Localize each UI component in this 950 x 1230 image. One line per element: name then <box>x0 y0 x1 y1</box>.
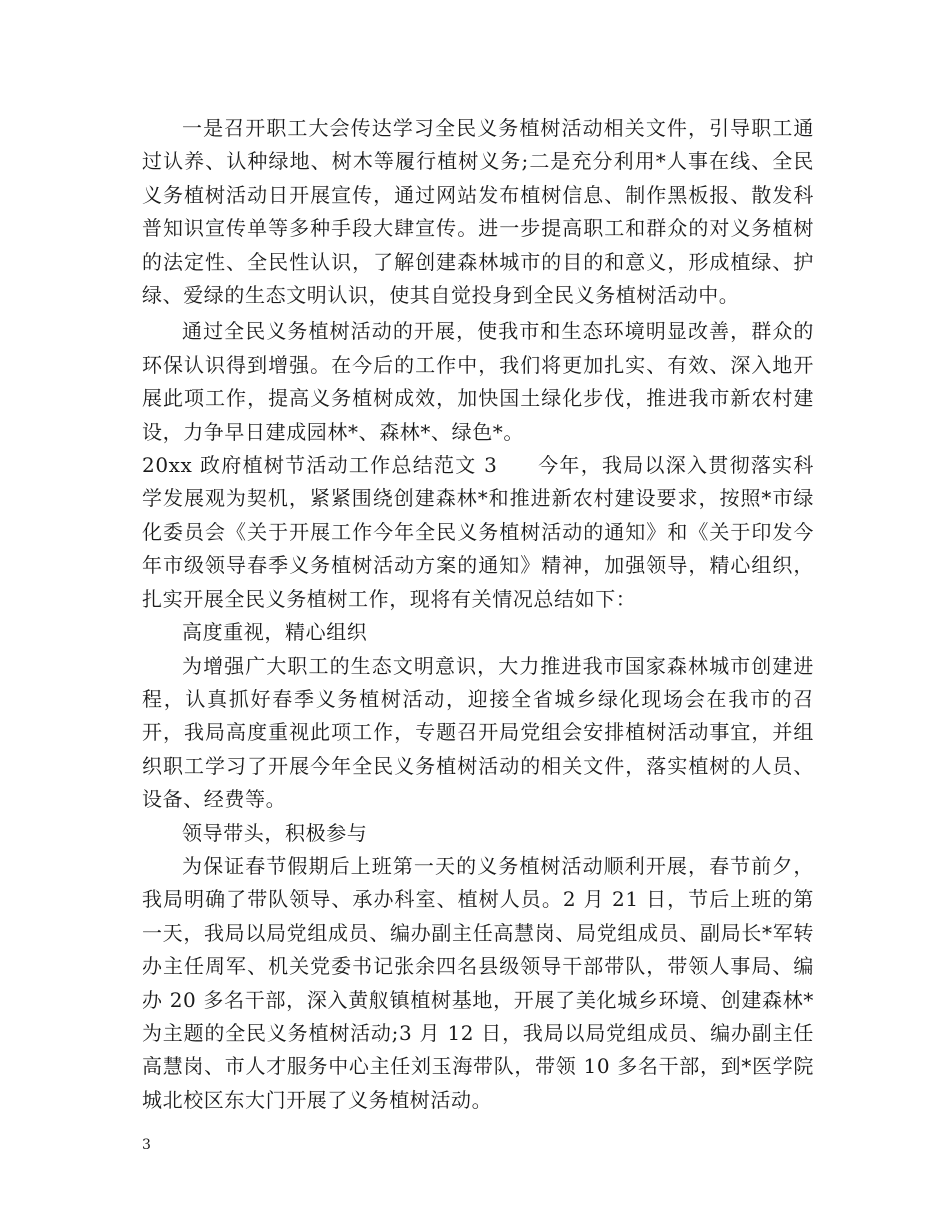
section-heading: 领导带头，积极参与 <box>182 820 368 845</box>
section-title: 20xx 政府植树节活动工作总结范文 3 <box>142 453 498 478</box>
body-paragraph: 为增强广大职工的生态文明意识，大力推进我市国家森林城市创建进程，认真抓好春季义务植树活动，迎接全省城乡绿化现场会在我市的召开，我局高度重视此项工作，专题召开局党组会安排植树活动事宜，并组织职工学习了开展今年全民义务植树活动的相关文件，落实植树的人员、设备、经费等。 <box>142 653 814 812</box>
body-paragraph: 一是召开职工大会传达学习全民义务植树活动相关文件，引导职工通过认养、认种绿地、树木等履行植树义务;二是充分利用*人事在线、全民义务植树活动日开展宣传，通过网站发布植树信息、制作黑板报、散发科普知识宣传单等多种手段大肆宣传。进一步提高职工和群众的对义务植树的法定性、全民性认识，了解创建森林城市的目的和意义，形成植绿、护绿、爱绿的生态文明认识，使其自觉投身到全民义务植树活动中。 <box>142 116 814 308</box>
body-paragraph: 通过全民义务植树活动的开展，使我市和生态环境明显改善，群众的环保认识得到增强。在今后的工作中，我们将更加扎实、有效、深入地开展此项工作，提高义务植树成效，加快国土绿化步伐，推进我市新农村建设，力争早日建成园林*、森林*、绿色*。 <box>142 319 814 444</box>
document-body <box>142 112 814 1117</box>
body-paragraph: 为保证春节假期后上班第一天的义务植树活动顺利开展，春节前夕，我局明确了带队领导、承办科室、植树人员。2 月 21 日，节后上班的第一天，我局以局党组成员、编办副主任高慧岗、局党组成员、副局长*军转办主任周军、机关党委书记张余四名县级领导干部带队，带领人事局、编办 20 多名干部，深入黄舣镇植树基地，开展了美化城乡环境、创建森林*为主题的全民义务植树活动;3 月 12 日，我局以局党组成员、编办副主任高慧岗、市人才服务中心主任刘玉海带队，带领 10 多名干部，到*医学院城北校区东大门开展了义务植树活动。 <box>142 853 814 1112</box>
page-number: 3 <box>142 1137 151 1153</box>
section-paragraph <box>142 449 814 616</box>
section-intro: 今年，我局以深入贯彻落实科学发展观为契机，紧紧围绕创建森林*和推进新农村建设要求，按照*市绿化委员会《关于开展工作今年全民义务植树活动的通知》和《关于印发今年市级领导春季义务植树活动方案的通知》精神，加强领导，精心组织，扎实开展全民义务植树工作，现将有关情况总结如下： <box>142 453 814 611</box>
section-heading: 高度重视，精心组织 <box>182 620 368 645</box>
